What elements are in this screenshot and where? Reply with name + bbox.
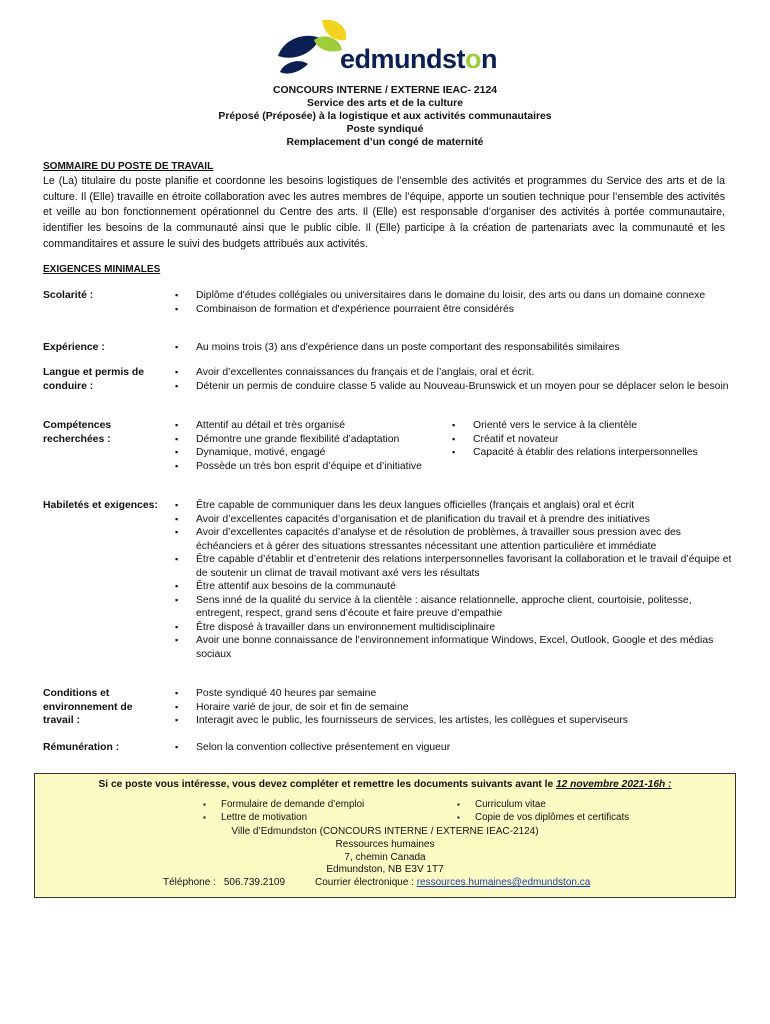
requirement-list <box>173 687 733 728</box>
list-item: ▪ Avoir une bonne connaissance de l’environnement informatique Windows, Excel, Outlook, Google et des médias sociaux <box>173 634 733 661</box>
list-item: ▪ Possède un très bon esprit d’équipe et d’initiative <box>173 460 438 474</box>
competition-title: CONCOURS INTERNE / EXTERNE IEAC- 2124 <box>272 85 498 96</box>
requirement-list <box>173 341 733 355</box>
list-item: ▪ Attentif au détail et très organisé <box>173 419 438 433</box>
mailing-address: Ville d’Edmundston (CONCOURS INTERNE / EXTERNE IEAC-2124) Ressources humaines 7, chemin Canada Edmundston, NB E3V 1T7 <box>231 826 539 876</box>
list-item: ▪ Sens inné de la qualité du service à la clientèle : aisance relationnelle, approche client, courtoisie, politesse, entregent, respect, grand sens d’écoute et faire preuve d’empathie <box>173 594 733 621</box>
requirement-label: Conditions et environnement de travail : <box>43 688 133 726</box>
list-item: ▪ Lettre de motivation <box>201 811 364 824</box>
list-item: ▪ Horaire varié de jour, de soir et fin de semaine <box>173 701 733 715</box>
list-item: ▪ Combinaison de formation et d'expérience pourraient être considérés <box>173 303 733 317</box>
phone-number: 506.739.2109 <box>223 877 285 888</box>
list-item: ▪ Selon la convention collective présentement en vigueur <box>173 741 733 755</box>
summary-heading: SOMMAIRE DU POSTE DE TRAVAIL <box>43 161 214 172</box>
requirement-list <box>173 741 733 755</box>
list-item: ▪ Avoir d’excellentes connaissances du français et de l’anglais, oral et écrit. <box>173 366 733 380</box>
list-item: ▪ Diplôme d'études collégiales ou universitaires dans le domaine du loisir, des arts ou dans un domaine connexe <box>173 289 733 303</box>
list-item: ▪ Orienté vers le service à la clientèle <box>450 419 730 433</box>
list-item: ▪ Avoir d’excellentes capacités d’organisation et de planification du travail et à prendre des initiatives <box>173 513 733 527</box>
summary-text: Le (La) titulaire du poste planifie et coordonne les besoins logistiques de l’ensemble des activités et programmes du Service des arts et de la culture. Il (Elle) travaille en étroite collaboration avec les autres membres de l’équipe, apporte un soutien technique pour l’ensemble des activités et veille au bon fonctionnement opérationnel du Centre des arts. Il (Elle) est responsable d’organiser des activités à portée communautaire, identifier les besoins de la communauté ainsi que le public cible. Il (Elle) participe à la création de partenariats avec la communauté et les commanditaires et assure le suivi des budgets attribués aux activités. <box>43 175 725 250</box>
list-item: ▪ Démontre une grande flexibilité d’adaptation <box>173 433 438 447</box>
list-item: ▪ Capacité à établir des relations interpersonnelles <box>450 446 730 460</box>
logo-wordmark: edmundston <box>340 44 498 74</box>
position-title: Préposé (Préposée) à la logistique et aux activités communautaires <box>218 111 552 122</box>
requirement-list <box>173 499 733 661</box>
list-item: ▪ Avoir d’excellentes capacités d’analyse et de résolution de problèmes, à travailler sous pression avec des échéanciers et à gérer des situations stressantes nécessitant une attention particulière et immédiate <box>173 526 733 553</box>
application-box <box>34 773 736 898</box>
list-item: ▪ Copie de vos diplômes et certificats <box>455 811 629 824</box>
union-status: Poste syndiqué <box>346 124 424 135</box>
list-item: ▪ Détenir un permis de conduire classe 5 valide au Nouveau-Brunswick et un moyen pour se déplacer selon le besoin <box>173 380 733 394</box>
requirements-heading: EXIGENCES MINIMALES <box>43 264 161 275</box>
list-item: ▪ Être disposé à travailler dans un environnement multidisciplinaire <box>173 621 733 635</box>
requirement-label: Langue et permis de conduire : <box>43 367 145 392</box>
requirement-list <box>173 366 733 393</box>
documents-list-right <box>455 798 629 824</box>
posting-header <box>0 84 770 149</box>
email-link[interactable]: ressources.humaines@edmundston.ca <box>416 877 591 888</box>
list-item: ▪ Poste syndiqué 40 heures par semaine <box>173 687 733 701</box>
requirement-list-left <box>173 419 438 473</box>
service-name: Service des arts et de la culture <box>307 98 463 109</box>
edmundston-logo <box>274 16 498 78</box>
list-item: ▪ Être attentif aux besoins de la communauté <box>173 580 733 594</box>
replacement-note: Remplacement d’un congé de maternité <box>286 137 484 148</box>
phone-contact: Téléphone : 506.739.2109 <box>163 877 285 888</box>
requirement-label: Expérience : <box>43 342 105 353</box>
list-item: ▪ Formulaire de demande d’emploi <box>201 798 364 811</box>
documents-list-left <box>201 798 364 824</box>
list-item: ▪ Être capable d’établir et d’entretenir des relations interpersonnelles favorisant la collaboration et le travail d’équipe et de soutenir un climat de travail motivant axé vers les résultats <box>173 553 733 580</box>
requirement-list-right <box>450 419 730 460</box>
list-item: ▪ Au moins trois (3) ans d'expérience dans un poste comportant des responsabilités similaires <box>173 341 733 355</box>
requirement-list <box>173 289 733 316</box>
list-item: ▪ Curriculum vitae <box>455 798 629 811</box>
requirement-label: Rémunération : <box>43 742 120 753</box>
list-item: ▪ Être capable de communiquer dans les deux langues officielles (français et anglais) oral et écrit <box>173 499 733 513</box>
requirement-label: Compétences recherchées : <box>43 420 112 445</box>
email-contact: Courrier électronique : ressources.humaines@edmundston.ca <box>315 877 591 888</box>
application-deadline: 12 novembre 2021-16h : <box>555 779 672 790</box>
list-item: ▪ Interagit avec le public, les fournisseurs de services, les artistes, les collègues et superviseurs <box>173 714 733 728</box>
list-item: ▪ Créatif et novateur <box>450 433 730 447</box>
requirement-label: Habiletés et exigences: <box>43 500 158 511</box>
application-intro: Si ce poste vous intéresse, vous devez compléter et remettre les documents suivants avant le 12 novembre 2021-16h : <box>98 779 672 790</box>
list-item: ▪ Dynamique, motivé, engagé <box>173 446 438 460</box>
requirement-label: Scolarité : <box>43 290 94 301</box>
